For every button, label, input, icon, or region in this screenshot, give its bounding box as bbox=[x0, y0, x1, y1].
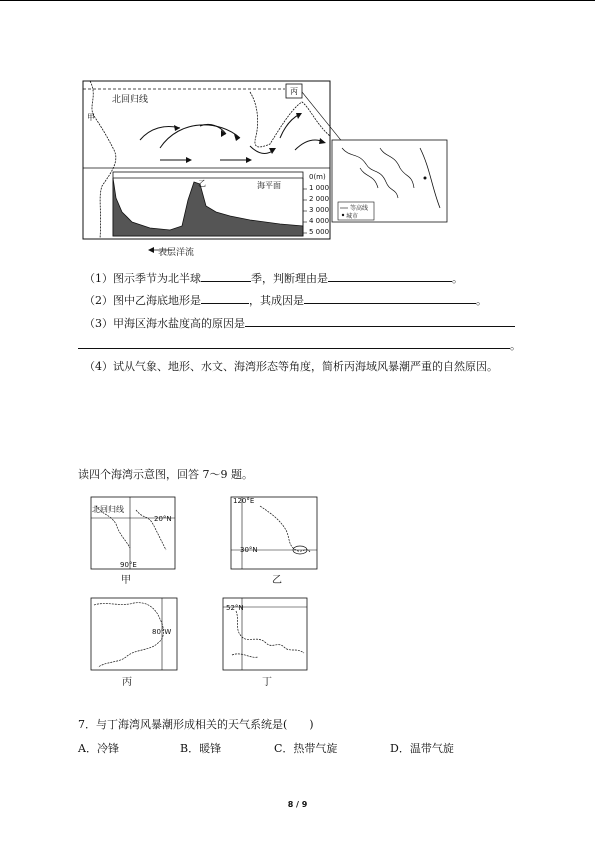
option-d[interactable]: D．温带气旋 bbox=[390, 742, 454, 755]
question-1: （1）图示季节为北半球 季，判断理由是 。 bbox=[84, 272, 463, 285]
inset-legend-contour: 等高线 bbox=[350, 205, 369, 212]
map-jia-lon: 90°E bbox=[120, 561, 137, 569]
bing-label: 丙 bbox=[290, 87, 298, 96]
answer-blank[interactable] bbox=[328, 271, 452, 282]
map-bing-caption: 丙 bbox=[122, 677, 132, 688]
map-yi-caption: 乙 bbox=[272, 575, 282, 586]
map-jia-tropic: 北回归线 bbox=[92, 505, 124, 514]
section-intro: 读四个海湾示意图，回答 7～9 题。 bbox=[78, 468, 253, 481]
depth-tick: 3 000 bbox=[309, 206, 330, 214]
inset-city bbox=[424, 177, 427, 180]
top-border bbox=[0, 0, 595, 1]
question-3-continued: 。 bbox=[78, 338, 521, 353]
inset-legend-city: 城市 bbox=[346, 213, 359, 220]
answer-blank[interactable] bbox=[304, 293, 476, 304]
question-3: （3）甲海区海水盐度高的原因是 bbox=[84, 316, 515, 331]
answer-blank[interactable] bbox=[245, 316, 515, 327]
map-jia-caption: 甲 bbox=[121, 575, 131, 586]
depth-tick: 1 000 bbox=[309, 184, 330, 192]
option-a[interactable]: A．冷锋 bbox=[78, 742, 119, 755]
map-jia-lat: 20°N bbox=[154, 515, 172, 523]
depth-tick: 4 000 bbox=[309, 217, 330, 225]
map-ding-caption: 丁 bbox=[262, 677, 272, 688]
depth-tick: 5 000 bbox=[309, 228, 330, 236]
yi-label: 乙 bbox=[198, 179, 206, 188]
ocean-figure bbox=[80, 78, 450, 260]
option-c[interactable]: C．热带气旋 bbox=[274, 742, 338, 755]
answer-blank[interactable] bbox=[78, 338, 510, 349]
coast-right bbox=[250, 92, 330, 147]
jia-label: 甲 bbox=[87, 113, 95, 122]
question-4: （4）试从气象、地形、水文、海湾形态等角度，简析丙海域风暴潮严重的自然原因。 bbox=[84, 360, 498, 373]
depth-tick: 2 000 bbox=[309, 195, 330, 203]
question-2: （2）图中乙海底地形是 ，其成因是 。 bbox=[84, 294, 487, 307]
tropic-label: 北回归线 bbox=[112, 95, 149, 105]
sea-level-label: 海平面 bbox=[257, 181, 281, 190]
map-yi-lat: 30°N bbox=[240, 546, 258, 554]
question-7-stem: 7．与丁海湾风暴潮形成相关的天气系统是( ) bbox=[78, 718, 314, 731]
map-bing-lon: 80°W bbox=[152, 628, 172, 636]
option-b[interactable]: B．暖锋 bbox=[180, 742, 222, 755]
map-yi-lon: 120°E bbox=[233, 497, 255, 505]
answer-blank[interactable] bbox=[201, 293, 249, 304]
map-yi bbox=[230, 496, 318, 570]
map-ding-lat: 52°N bbox=[226, 604, 244, 612]
page-number: 8 / 9 bbox=[287, 800, 308, 809]
answer-blank[interactable] bbox=[201, 271, 251, 282]
current-arrow bbox=[160, 125, 240, 148]
current-arrow bbox=[280, 114, 300, 138]
depth-unit: 0(m) bbox=[309, 173, 326, 181]
current-legend-label: 表层洋流 bbox=[158, 248, 195, 258]
